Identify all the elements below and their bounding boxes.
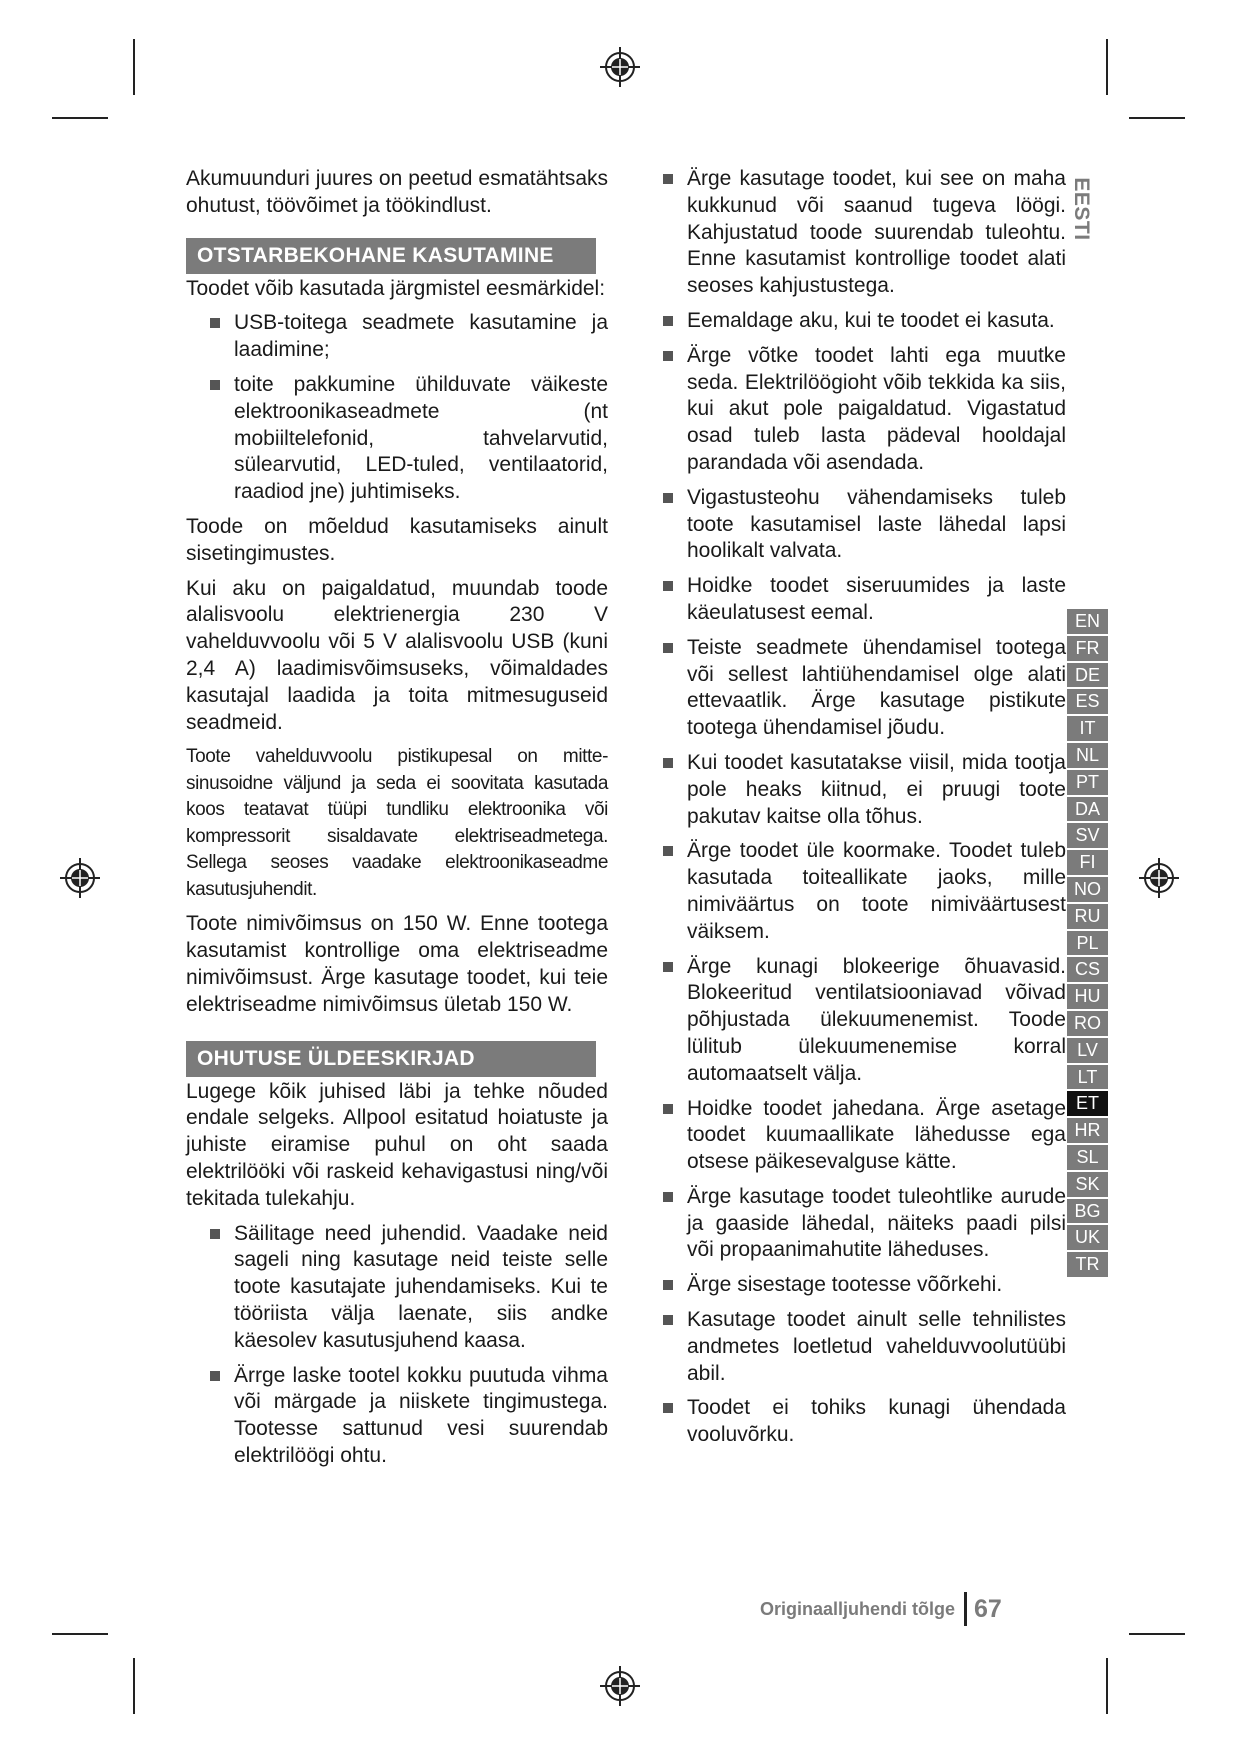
bullet-icon [663,1315,673,1325]
bullet-icon [663,1104,673,1114]
language-tab-bg[interactable]: BG [1067,1199,1108,1224]
language-tab-no[interactable]: NO [1067,877,1108,902]
footer-label: Originaalljuhendi tõlge [760,1598,956,1619]
bullet-icon [663,351,673,361]
language-tab-nl[interactable]: NL [1067,743,1108,768]
bullet-icon [210,318,220,328]
list-item [210,1221,608,1355]
paragraph: Toote nimivõimsus on 150 W. Enne tootega kasutamist kontrollige oma elektriseadme nimivõimsust. Ärge kasutage toodet, kui teie elektriseadme nimivõimsus ületab 150 W. [186,912,608,1016]
list-item [210,372,608,506]
list-item [663,954,1066,1088]
list-item-text: Eemaldage aku, kui te toodet ei kasuta. [687,308,1055,332]
left-column [186,166,608,1478]
list-item-text: Teiste seadmete ühendamisel tootega või sellest lahtiühendamisel olge alati ettevaatlik. Ärge kasutage pistikute tootega ühendamisel jõudu. [687,635,1066,740]
list-item-text: Ärge kasutage toodet, kui see on maha kukkunud või saanud tugeva löögi. Kahjustatud toode suurendab tuleohtu. Enne kasutamist kontrollige toodet alati seoses kahjustustega. [687,167,1066,298]
list-item [663,1096,1066,1176]
crop-mark [52,1633,108,1635]
side-label-text: EESTI [1070,177,1093,241]
bullet-icon [210,380,220,390]
list-item-text: Kui toodet kasutatakse viisil, mida tootja pole heaks kiitnud, ei pruugi toote pakutav kaitse olla tõhus. [687,750,1066,828]
language-tab-lv[interactable]: LV [1067,1038,1108,1063]
list-item-text: Ärge kasutage toodet tuleohtlike aurude ja gaaside lähedal, näiteks paadi pilsi või propaanimahutite läheduses. [687,1184,1066,1262]
crop-mark [1106,1658,1108,1714]
list-item-text: Ärge võtke toodet lahti ega muutke seda. Elektrilöögioht võib tekkida ka siis, kui akut pole paigaldatud. Vigastatud osad tuleb lasta pädeval hooldajal parandada või asendada. [687,343,1066,474]
language-tabs [1067,609,1108,1279]
footer-divider [964,1592,967,1626]
bullet-icon [663,758,673,768]
language-tab-ro[interactable]: RO [1067,1011,1108,1036]
bullet-icon [663,1280,673,1290]
crop-mark [1129,1633,1185,1635]
bullet-icon [663,316,673,326]
bullet-icon [663,581,673,591]
paragraph: Toode on mõeldud kasutamiseks ainult sisetingimustes. [186,514,608,565]
list-item [663,1307,1066,1387]
section-heading-intended-use: OTSTARBEKOHANE KASUTAMINE [186,238,596,274]
registration-mark-icon [598,1664,642,1708]
language-tab-fi[interactable]: FI [1067,850,1108,875]
page-footer [760,1592,1002,1626]
registration-mark-icon [58,856,102,900]
right-column [663,166,1066,1457]
crop-mark [52,117,108,119]
safety-list-continued [663,166,1066,1449]
list-item [663,308,1066,335]
language-tab-et[interactable]: ET [1067,1091,1108,1116]
language-tab-en[interactable]: EN [1067,609,1108,634]
crop-mark [133,1658,135,1714]
crop-mark [1106,39,1108,95]
language-tab-uk[interactable]: UK [1067,1225,1108,1250]
list-item [663,1184,1066,1264]
list-item-text: Ärge kunagi blokeerige õhuavasid. Blokeeritud ventilatsiooniavad võivad põhjustada ülekuumenemist. Toode lülitub ülekuumenemise korral automaatselt välja. [687,954,1066,1085]
language-tab-ru[interactable]: RU [1067,904,1108,929]
crop-mark [1129,117,1185,119]
language-tab-sv[interactable]: SV [1067,823,1108,848]
list-item [663,838,1066,945]
language-tab-sl[interactable]: SL [1067,1145,1108,1170]
bullet-icon [663,1192,673,1202]
language-side-label [1070,173,1092,245]
language-tab-es[interactable]: ES [1067,689,1108,714]
paragraph: Toodet võib kasutada järgmistel eesmärkidel: [186,276,606,300]
language-tab-tr[interactable]: TR [1067,1252,1108,1277]
bullet-icon [663,493,673,503]
bullet-icon [663,643,673,653]
list-item [663,573,1066,627]
language-tab-pl[interactable]: PL [1067,931,1108,956]
language-tab-sk[interactable]: SK [1067,1172,1108,1197]
list-item-text: Ärge sisestage tootesse võõrkehi. [687,1273,1003,1297]
language-tab-hr[interactable]: HR [1067,1118,1108,1143]
bullet-icon [663,962,673,972]
bullet-icon [210,1371,220,1381]
language-tab-fr[interactable]: FR [1067,636,1108,661]
list-item [663,635,1066,742]
paragraph: Lugege kõik juhised läbi ja tehke nõuded endale selgeks. Allpool esitatud hoiatuste ja juhiste eiramise puhul on oht saada elektrilööki või raskeid kehavigastusi ning/või tekitada tulekahju. [186,1079,608,1210]
bullet-icon [663,846,673,856]
language-tab-da[interactable]: DA [1067,797,1108,822]
bullet-icon [663,174,673,184]
paragraph-note: Toote vahelduvvoolu pistikupesal on mitte-sinusoidne väljund ja seda ei soovitata kasutada koos teatavat tüüpi tundliku elektroonika või kompressorit sisaldavate elektriseadmetega. Sellega seoses vaadake elektroonikaseadme kasutusjuhendit. [186,746,608,900]
list-item-text: Vigastusteohu vähendamiseks tuleb toote kasutamisel laste lähedal lapsi hoolikalt valvata. [687,485,1066,563]
list-item-text: Hoidke toodet jahedana. Ärge asetage toodet kuumaallikate lähedusse ega otsese päikesevalguse kätte. [687,1096,1066,1174]
page-number: 67 [974,1594,1002,1623]
list-item [663,750,1066,830]
list-item [663,343,1066,477]
bullet-icon [663,1403,673,1413]
language-tab-hu[interactable]: HU [1067,984,1108,1009]
language-tab-lt[interactable]: LT [1067,1065,1108,1090]
language-tab-pt[interactable]: PT [1067,770,1108,795]
intro-paragraph: Akumuunduri juures on peetud esmatähtsaks ohutust, töövõimet ja töökindlust. [186,167,608,217]
registration-mark-icon [598,45,642,89]
list-item-text: Kasutage toodet ainult selle tehnilistes andmetes loetletud vahelduvvoolutüübi abil. [687,1308,1066,1385]
list-item-text: USB-toitega seadmete kasutamine ja laadimine; [234,311,608,362]
crop-mark [133,39,135,95]
list-item [663,485,1066,565]
section-heading-general-safety: OHUTUSE ÜLDEESKIRJAD [186,1041,596,1077]
list-item-text: Hoidke toodet siseruumides ja laste käeulatusest eemal. [687,574,1066,624]
list-item-text: toite pakkumine ühilduvate väikeste elektroonikaseadmete (nt mobiiltelefonid, tahvelarvutid, sülearvutid, LED-tuled, ventilaatorid, raadiod jne) juhtimiseks. [234,372,608,504]
list-item [663,166,1066,300]
language-tab-it[interactable]: IT [1067,716,1108,741]
list-item [210,310,608,364]
list-item-text: Ärge toodet üle koormake. Toodet tuleb kasutada toiteallikate jaoks, mille nimiväärtus on toote nimiväärtusest väiksem. [687,839,1066,943]
intended-use-list [210,310,608,506]
registration-mark-icon [1137,856,1181,900]
list-item [663,1272,1066,1299]
list-item-text: Säilitage need juhendid. Vaadake neid sageli ning kasutage neid teiste selle toote kasutajate juhendamiseks. Kui te tööriista välja laenate, siis andke käesolev kasutusjuhend kaasa. [234,1221,608,1352]
bullet-icon [210,1229,220,1239]
list-item [663,1395,1066,1449]
language-tab-de[interactable]: DE [1067,663,1108,688]
list-item [210,1363,608,1470]
language-tab-cs[interactable]: CS [1067,957,1108,982]
safety-list [210,1221,608,1470]
list-item-text: Ärrge laske tootel kokku puutuda vihma või märgade ja niiskete tingimustega. Tootesse sattunud vesi suurendab elektrilöögi ohtu. [234,1363,608,1467]
list-item-text: Toodet ei tohiks kunagi ühendada vooluvõrku. [687,1396,1066,1447]
paragraph: Kui aku on paigaldatud, muundab toode alalisvoolu elektrienergia 230 V vahelduvvoolu või 5 V alalisvoolu USB (kuni 2,4 A) laadimisvõimsuseks, võimaldades kasutajal laadida ja toita mitmesuguseid seadmeid. [186,576,608,734]
